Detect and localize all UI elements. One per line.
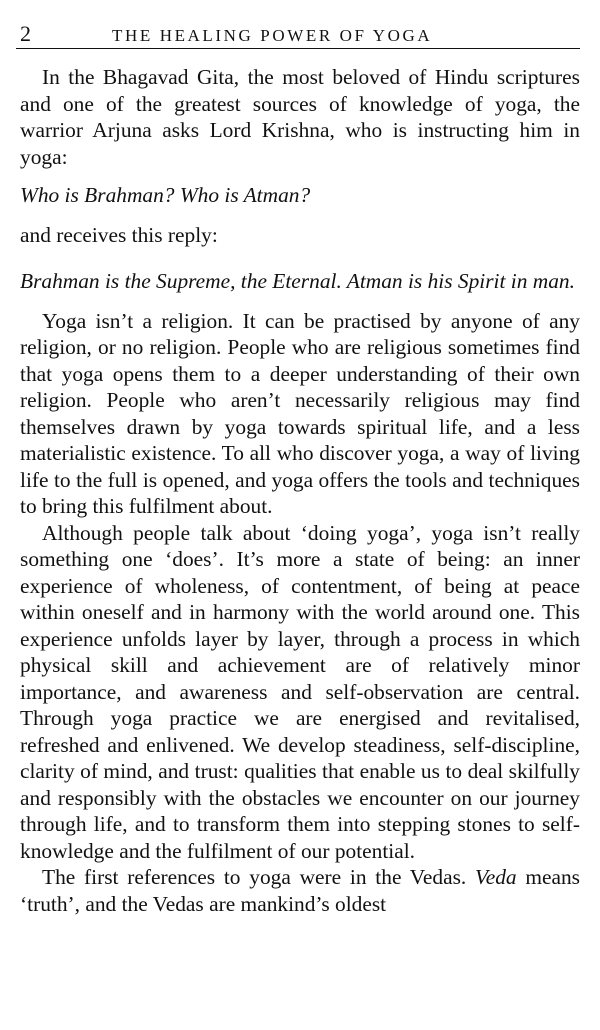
veda-term: Veda [475,865,517,889]
reply-intro: and receives this reply: [20,222,218,247]
quote-question: Who is Brahman? Who is Atman? [20,183,311,207]
paragraph-vedas [20,864,580,917]
running-title: THE HEALING POWER OF YOGA [112,26,433,45]
page-header [16,12,580,49]
paragraph-not-religion: Yoga isn’t a religion. It can be practised by anyone of any religion, or no religion. People who are religious sometimes find that yoga opens them to a deeper understanding of their own religion. People who aren’t necessarily religious may find themselves drawn by yoga towards spiritual life, and a less materialistic existence. To all who discover yoga, a way of living life to the full is opened, and yoga offers the tools and techniques to bring this fulfilment about. [20,308,580,518]
quote-answer: Brahman is the Supreme, the Eternal. Atman is his Spirit in man. [20,269,575,293]
page-number: 2 [20,21,31,46]
paragraph-bhagavad-gita: In the Bhagavad Gita, the most beloved of Hindu scriptures and one of the greatest sources of knowledge of yoga, the warrior Arjuna asks Lord Krishna, who is instructing him in yoga: [20,65,580,169]
vedas-text-end: means ‘truth’, and the Vedas are mankind’s oldest [20,865,580,916]
page-body [20,64,580,917]
paragraph-state-of-being: Although people talk about ‘doing yoga’, yoga isn’t really something one ‘does’. It’s more a state of being: an inner experience of wholeness, of contentment, of being at peace within oneself and in harmony with the world around one. This experience unfolds layer by layer, through a process in which physical skill and achievement are of relatively minor importance, and awareness and self-observation are central. Through yoga practice we are energised and revitalised, refreshed and enlivened. We develop steadiness, self-discipline, clarity of mind, and trust: qualities that enable us to deal skilfully and responsibly with the obstacles we encounter on our journey through life, and to transform them into stepping stones to self-knowledge and the fulfilment of our potential. [20,520,580,863]
vedas-text-start: The first references to yoga were in the Vedas. [42,865,475,889]
